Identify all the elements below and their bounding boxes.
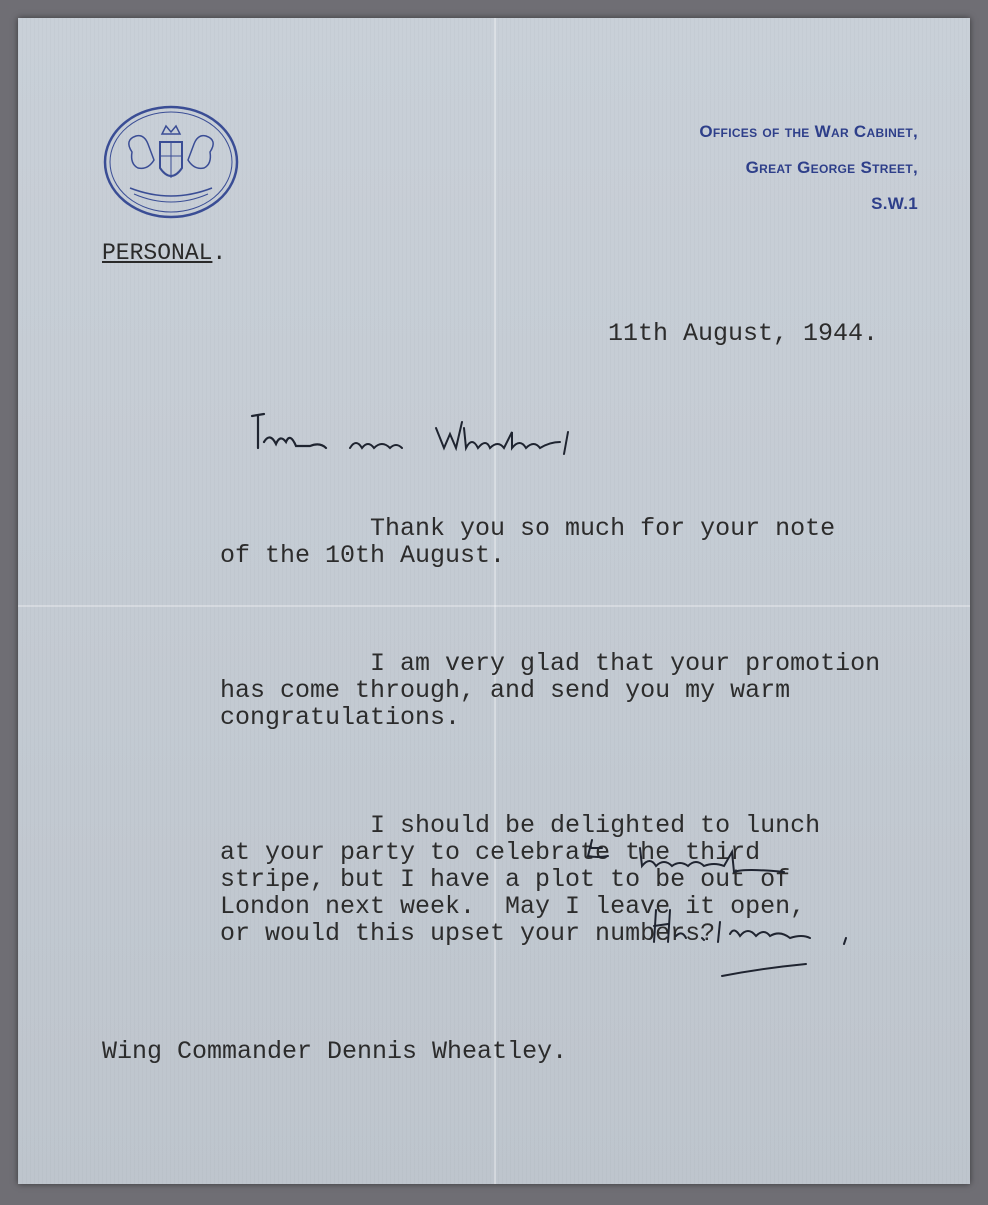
personal-marking-text: PERSONAL [102, 240, 213, 266]
royal-coat-of-arms-icon [102, 104, 240, 220]
handwritten-closing-and-signature [584, 826, 854, 986]
letter-date: 11th August, 1944. [608, 319, 879, 348]
body-paragraph-1: Thank you so much for your note of the 10th August. [220, 514, 836, 570]
personal-marking: PERSONAL. [102, 240, 227, 266]
body-paragraph-2: I am very glad that your promotion has come through, and send you my warm congratulations. [220, 649, 881, 732]
body-paragraph-3: I should be delighted to lunch at your party to celebrate the third stripe, but I have a plot to be out of London next week. May I leave it open, or would this upset your numbers? [220, 811, 821, 948]
letterhead-line-3: S.W.1 [871, 194, 918, 213]
letterhead-line-1: Offices of the War Cabinet, [699, 122, 918, 141]
letterhead [699, 114, 918, 222]
addressee: Wing Commander Dennis Wheatley. [102, 1037, 568, 1066]
letter-paper [18, 18, 970, 1184]
letterhead-line-2: Great George Street, [745, 158, 918, 177]
handwritten-salutation [250, 402, 590, 462]
